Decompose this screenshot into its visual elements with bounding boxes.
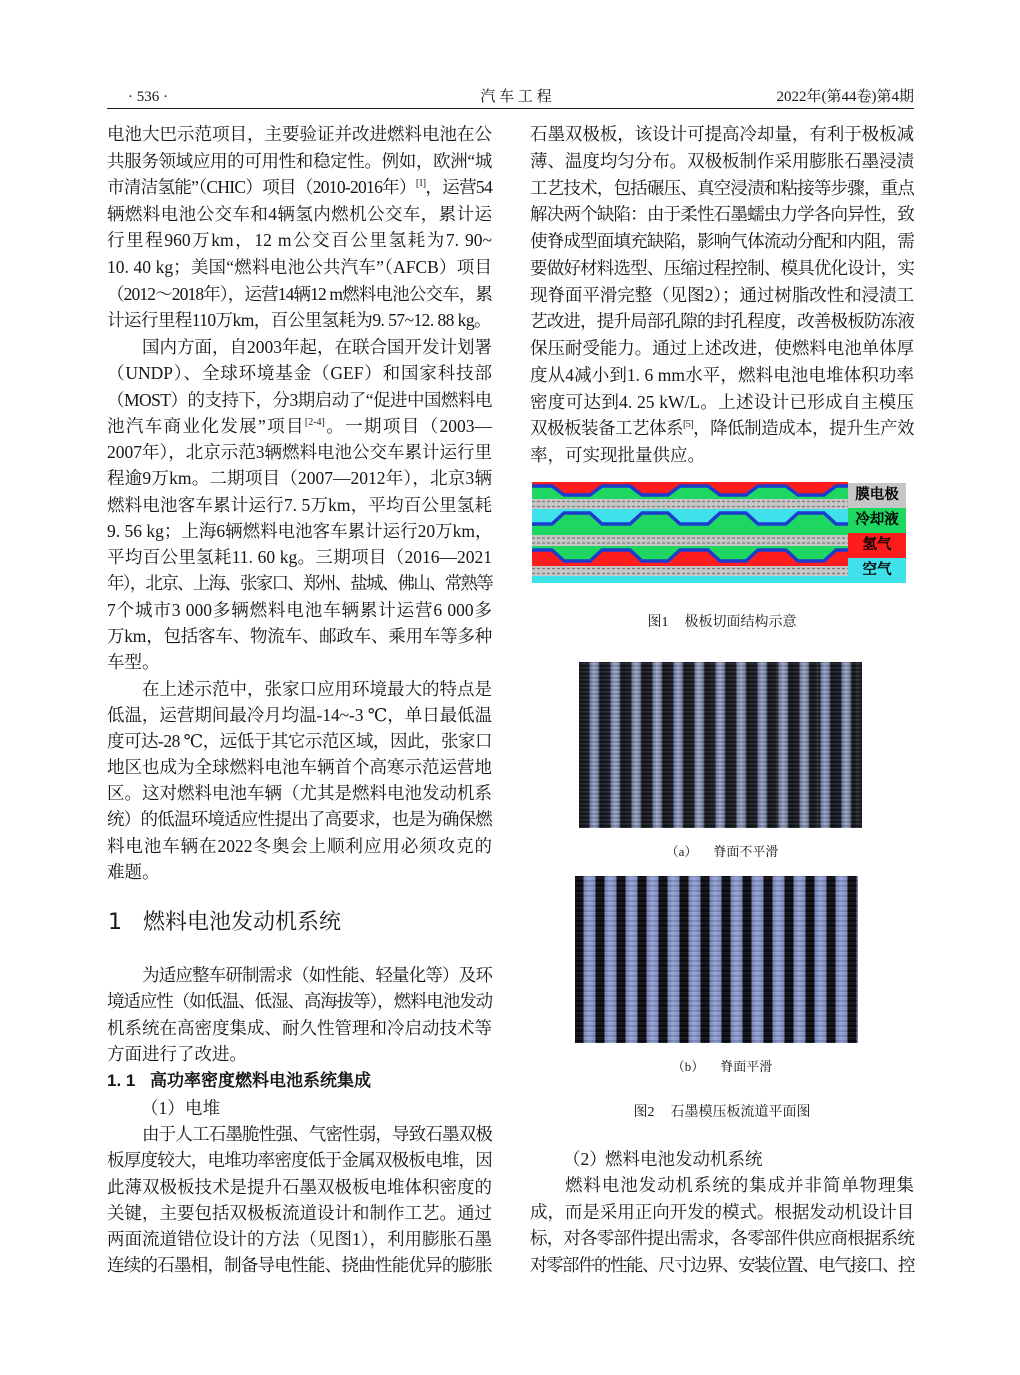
body-text-line: 解决两个缺陷：由于柔性石墨蠕虫力学各向异性，致 bbox=[530, 204, 914, 225]
body-text-line: 保压耐受能力。通过上述改进，使燃料电池单体厚 bbox=[530, 338, 914, 358]
body-text-line: 度从4减小到1. 6 mm水平，燃料电池电堆体积功率 bbox=[530, 364, 914, 385]
air-channel bbox=[532, 576, 848, 583]
caption-text: 石墨模压板流道平面图 bbox=[670, 1105, 811, 1120]
subfigure-text: 脊面不平滑 bbox=[713, 844, 779, 859]
text-segment: ，运营54 bbox=[425, 177, 492, 198]
caption-number: 图2 bbox=[633, 1105, 655, 1120]
body-text-line: 低温，运营期间最冷月均温-14~-3 ℃，单日最低温 bbox=[107, 705, 492, 726]
body-text-line: 薄、温度均匀分布。双极板制作采用膨胀石墨浸渍 bbox=[530, 150, 914, 171]
figure2a-caption bbox=[530, 842, 914, 862]
header-rule bbox=[107, 108, 914, 109]
list-item-heading bbox=[141, 1095, 220, 1121]
item-number: （1） bbox=[141, 1098, 185, 1118]
caption-number: 图1 bbox=[647, 615, 669, 630]
legend-item-hydrogen: 氢气 bbox=[848, 533, 906, 558]
body-text-line: 由于人工石墨脆性强、气密性弱，导致石墨双极 bbox=[142, 1124, 492, 1144]
body-text-line: 燃料电池客车累计运行7. 5万km，平均百公里氢耗 bbox=[107, 494, 492, 515]
figure2b-caption bbox=[530, 1057, 914, 1077]
body-text-line: 工艺技术，包括碾压、真空浸渍和粘接等步骤，重点 bbox=[530, 177, 914, 198]
body-text-line: （MOST）的支持下，分3期启动了“促进中国燃料电 bbox=[107, 389, 492, 410]
section-title: 燃料电池发动机系统 bbox=[143, 910, 342, 935]
body-text-line: 两面流道错位设计的方法（见图1），利用膨胀石墨 bbox=[107, 1229, 492, 1249]
body-text-line: 密度可达到4. 25 kW/L。上述设计已形成自主模压 bbox=[530, 391, 914, 412]
body-text-line: 程逾9万km。二期项目（2007—2012年），北京3辆 bbox=[107, 468, 492, 489]
section-number: 1 bbox=[108, 910, 122, 935]
legend-item-coolant: 冷却液 bbox=[848, 508, 906, 533]
citation-ref: [2-4] bbox=[304, 416, 325, 428]
paragraph bbox=[530, 121, 914, 469]
figure1-caption bbox=[530, 613, 914, 633]
page-number: · 536 · bbox=[128, 89, 168, 105]
body-text-line: （UNDP）、全球环境基金（GEF）和国家科技部 bbox=[107, 363, 492, 384]
body-text-line: 7个城市3 000多辆燃料电池车辆累计运营6 000多 bbox=[107, 599, 492, 620]
body-text-line: 现脊面平滑完整（见图2）；通过树脂改性和浸渍工 bbox=[530, 284, 914, 305]
plate-cross-section-diagram bbox=[532, 482, 848, 583]
legend-item-air: 空气 bbox=[848, 558, 906, 583]
body-text-line: 成，而是采用正向开发的模式。根据发动机设计目 bbox=[530, 1201, 914, 1222]
body-text-line: 料电池车辆在2022冬奥会上顺利应用必须攻克的 bbox=[107, 835, 492, 856]
subsection-title: 高功率密度燃料电池系统集成 bbox=[150, 1071, 371, 1090]
paragraph bbox=[107, 334, 492, 675]
body-text-line: 使脊成型面填充缺陷，影响气体流动分配和内阻，需 bbox=[530, 231, 914, 251]
mea-band bbox=[532, 535, 848, 546]
body-text-line: 境适应性（如低温、低湿、高海拔等），燃料电池发动 bbox=[107, 991, 492, 1012]
text-segment: 市清洁氢能”（CHIC）项目（2010-2016年） bbox=[107, 177, 416, 198]
body-text-line: 标，对各零部件提出需求，各零部件供应商根据系统 bbox=[530, 1228, 914, 1249]
mea-band bbox=[532, 499, 848, 509]
subfigure-text: 脊面平滑 bbox=[720, 1059, 773, 1074]
subsection-heading bbox=[107, 1068, 371, 1094]
body-text-line: 统）的低温环境适应性提出了高要求，也是为确保燃 bbox=[107, 809, 492, 830]
item-number: （2） bbox=[563, 1149, 607, 1169]
body-text-line: 年），北京、上海、张家口、郑州、盐城、佛山、常熟等 bbox=[107, 573, 492, 594]
section-heading bbox=[107, 909, 341, 937]
paragraph bbox=[107, 676, 492, 885]
body-text-line: 连续的石墨相，制备导电性能、挠曲性能优异的膨胀 bbox=[107, 1255, 492, 1276]
figure2-caption bbox=[530, 1103, 914, 1123]
body-text-line bbox=[530, 415, 914, 442]
body-text-line: 共服务领域应用的可用性和稳定性。例如，欧洲“城 bbox=[107, 150, 492, 171]
caption-text: 极板切面结构示意 bbox=[684, 615, 797, 630]
paragraph bbox=[107, 121, 492, 334]
body-text-line: 9. 56 kg；上海6辆燃料电池客车累计运行20万km， bbox=[107, 520, 493, 541]
body-text-line: 对零部件的性能、尺寸边界、安装位置、电气接口、控 bbox=[530, 1255, 914, 1276]
body-text-line: 10. 40 kg；美国“燃料电池公共汽车”（AFCB）项目 bbox=[107, 256, 492, 277]
body-text-line: 地区也成为全球燃料电池车辆首个高寒示范运营地 bbox=[107, 757, 492, 778]
body-text-line: 平均百公里氢耗11. 60 kg。三期项目（2016—2021 bbox=[107, 547, 492, 567]
body-text-line: 关键，主要包括双极板流道设计和制作工艺。通过 bbox=[107, 1202, 492, 1223]
item-title: 电堆 bbox=[185, 1098, 220, 1118]
body-text-line bbox=[107, 174, 492, 201]
body-text-line bbox=[107, 413, 492, 439]
body-text-line: 在上述示范中，张家口应用环境最大的特点是 bbox=[142, 679, 492, 699]
list-item-heading bbox=[563, 1146, 763, 1172]
body-text-line: 度可达-28 ℃，远低于其它示范区域，因此，张家口 bbox=[107, 731, 492, 752]
figure1-legend bbox=[848, 483, 906, 583]
item-title: 燃料电池发动机系统 bbox=[605, 1149, 763, 1169]
micrograph-rough-ridge bbox=[579, 662, 862, 828]
subfigure-label: （b） bbox=[671, 1059, 705, 1074]
body-text-line: 石墨双极板，该设计可提高冷却量，有利于极板减 bbox=[530, 124, 914, 144]
paragraph bbox=[530, 1172, 914, 1279]
body-text-line: 辆燃料电池公交车和4辆氢内燃机公交车，累计运 bbox=[107, 203, 492, 224]
citation-ref: [1] bbox=[415, 178, 426, 190]
body-text-line: 板厚度较大，电堆功率密度低于金属双极板电堆，因 bbox=[107, 1150, 492, 1171]
body-text-line: 电池大巴示范项目，主要验证并改进燃料电池在公 bbox=[107, 124, 492, 144]
micrograph-smooth-ridge bbox=[575, 876, 858, 1043]
body-text-line: 机系统在高密度集成、耐久性管理和冷启动技术等 bbox=[107, 1017, 492, 1038]
subsection-number: 1. 1 bbox=[107, 1071, 136, 1090]
body-text-line: 为适应整车研制需求（如性能、轻量化等）及环 bbox=[142, 965, 492, 985]
text-segment: 池汽车商业化发展”项目 bbox=[107, 415, 305, 436]
subfigure-label: （a） bbox=[665, 844, 698, 859]
text-segment: ，降低制造成本，提升生产效 bbox=[693, 418, 915, 439]
body-text-line: 万km，包括客车、物流车、邮政车、乘用车等多种 bbox=[107, 625, 492, 646]
body-text-line: 难题。 bbox=[107, 861, 160, 882]
journal-title: 汽 车 工 程 bbox=[480, 89, 552, 105]
body-text-line: 方面进行了改进。 bbox=[107, 1043, 247, 1064]
citation-ref: [5] bbox=[683, 419, 694, 431]
body-text-line: 国内方面，自2003年起，在联合国开发计划署 bbox=[142, 337, 492, 357]
text-segment: 双极板装备工艺体系 bbox=[530, 418, 683, 439]
body-text-line: 要做好材料选型、压缩过程控制、模具优化设计，实 bbox=[530, 257, 914, 278]
body-text-line: （2012～2018年），运营14辆12 m燃料电池公交车，累 bbox=[107, 283, 492, 304]
body-text-line: 率，可实现批量供应。 bbox=[530, 445, 705, 465]
body-text-line: 燃料电池发动机系统的集成并非简单物理集 bbox=[565, 1175, 914, 1195]
text-segment: 。一期项目（2003— bbox=[324, 415, 492, 436]
body-text-line: 此薄双极板技术是提升石墨双极板电堆体积密度的 bbox=[107, 1176, 492, 1197]
body-text-line: 车型。 bbox=[107, 652, 160, 672]
body-text-line: 计运行里程110万km，百公里氢耗为9. 57~12. 88 kg。 bbox=[107, 310, 491, 331]
body-text-line: 2007年），北京示范3辆燃料电池公交车累计运行里 bbox=[107, 442, 492, 462]
legend-item-mea: 膜电极 bbox=[848, 483, 906, 508]
body-text-line: 区。这对燃料电池车辆（尤其是燃料电池发动机系 bbox=[107, 783, 492, 804]
body-text-line: 行里程960万km，12 m公交百公里氢耗为7. 90~ bbox=[107, 230, 492, 251]
mea-band bbox=[532, 566, 848, 576]
paragraph bbox=[107, 1121, 492, 1279]
paragraph bbox=[107, 962, 492, 1067]
issue-info: 2022年(第44卷)第4期 bbox=[776, 89, 914, 105]
body-text-line: 艺改进，提升局部孔隙的封孔程度，改善极板防冻液 bbox=[530, 311, 914, 332]
